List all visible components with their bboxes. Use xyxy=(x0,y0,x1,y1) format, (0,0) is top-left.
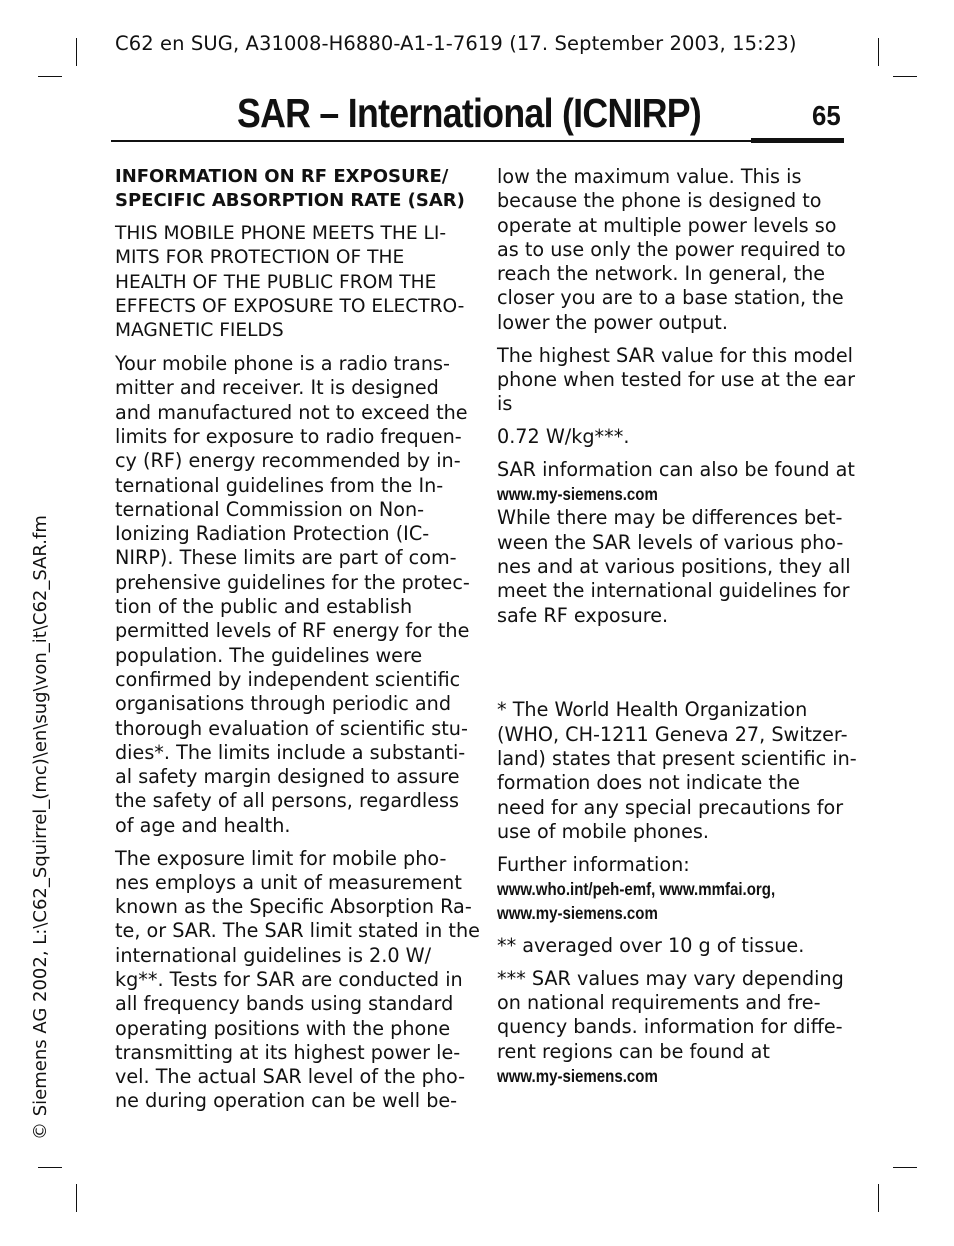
page-number-rule xyxy=(751,138,844,143)
paragraph-highest-sar: The highest SAR value for this model phone when tested for use at the ear is xyxy=(497,343,855,416)
crop-mark xyxy=(38,76,62,77)
siemens-link[interactable]: www.my-siemens.com xyxy=(497,484,658,505)
title-rule xyxy=(111,140,751,142)
paragraph-radio-transmitter: Your mobile phone is a radio trans- mitter and receiver. It is designed and manufactured not to exceed the limits for exposure to radio frequen- cy (RF) energy recommended by in- ternational guidelines from the In- ternational Commission on Non- Ionizing Radiation Protection (IC- NIRP). These limits are part of com- prehensive guidelines for the protec- tion of the public and establish permitted levels of RF energy for the population. The guidelines were confirmed by independent scientific organisations through periodic and thorough evaluation of scientific stu- dies*. The limits include a substanti- al safety margin designed to assure the safety of all persons, regardless of age and health. xyxy=(115,352,470,837)
paragraph-exposure-limit: The exposure limit for mobile pho- nes employs a unit of measurement known as the Specific Absorption Ra- te, or SAR. The SAR limit stated in the international guidelines is 2.0 W/ kg**. Tests for SAR are conducted in all frequency bands using standard operating positions with the phone transmitting at its highest power le- vel. The actual SAR level of the pho- ne during operation can be well be- xyxy=(115,846,480,1113)
footnote-tissue: ** averaged over 10 g of tissue. xyxy=(497,934,805,958)
crop-mark xyxy=(893,1167,917,1168)
further-information: Further information: www.who.int/peh-emf, www.mmfai.org, www.my-siemens.com xyxy=(497,853,849,926)
paragraph-power-levels: low the maximum value. This is because the phone is designed to operate at multiple power levels so as to use only the power required to reach the network. In general, the closer you are to a base station, the lower the power output. xyxy=(497,165,846,334)
crop-mark xyxy=(893,76,917,77)
crop-mark xyxy=(878,1184,879,1212)
section-heading: INFORMATION ON RF EXPOSURE/ SPECIFIC ABSORPTION RATE (SAR) xyxy=(115,166,465,212)
further-info-links[interactable]: www.who.int/peh-emf, www.mmfai.org, xyxy=(497,878,776,899)
caps-statement: THIS MOBILE PHONE MEETS THE LI- MITS FOR PROTECTION OF THE HEALTH OF THE PUBLIC FROM THE EFFECTS OF EXPOSURE TO ELECTRO- MAGNETIC FIELDS xyxy=(115,223,465,342)
crop-mark xyxy=(76,38,77,66)
footnote-sar-variation: *** SAR values may vary depending on national requirements and fre- quency bands. information for diffe- rent regions can be found at www.my-siemens.com xyxy=(497,967,849,1088)
spacer xyxy=(497,636,849,698)
sar-value: 0.72 W/kg***. xyxy=(497,424,630,448)
crop-mark xyxy=(878,38,879,66)
crop-mark xyxy=(76,1184,77,1212)
crop-mark xyxy=(38,1167,62,1168)
siemens-link[interactable]: www.my-siemens.com xyxy=(497,903,658,924)
right-column xyxy=(497,165,857,1097)
copyright-filepath: © Siemens AG 2002, L:\C62_Squirrel_(mc)\en\sug\von_it\C62_SAR.fm xyxy=(30,515,51,1140)
page-title: SAR – International (ICNIRP) xyxy=(237,90,702,136)
footnote-who: * The World Health Organization (WHO, CH-1211 Geneva 27, Switzer- land) states that present scientific in- formation does not indicate the need for any special precautions for use of mobile phones. xyxy=(497,698,857,843)
document-meta: C62 en SUG, A31008-H6880-A1-1-7619 (17. September 2003, 15:23) xyxy=(115,32,797,55)
page-number: 65 xyxy=(812,100,841,131)
paragraph-sar-info: SAR information can also be found at www.my-siemens.com While there may be differences bet- ween the SAR levels of various pho- nes and at various positions, they all meet the international guidelines for safe RF exposure. xyxy=(497,457,855,627)
left-column xyxy=(115,165,480,1122)
siemens-link[interactable]: www.my-siemens.com xyxy=(497,1066,658,1086)
